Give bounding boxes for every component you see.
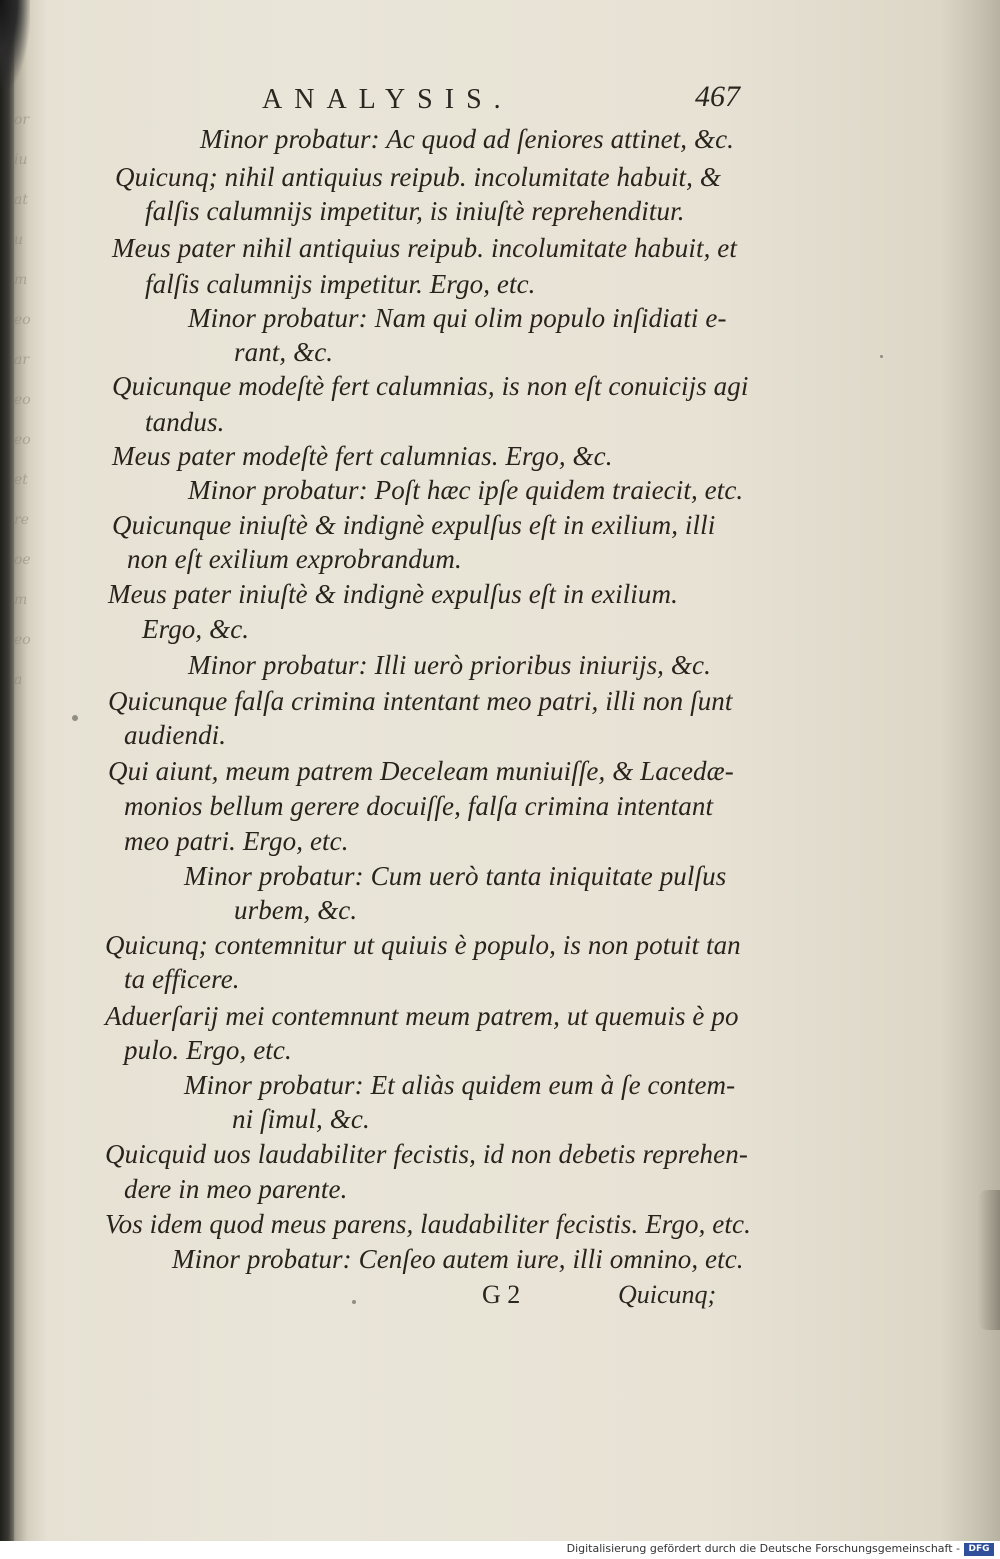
running-title: ANALYSIS. xyxy=(262,84,513,115)
text-line: Quicquid uos laudabiliter fecistis, id non debetis reprehen- xyxy=(105,1139,748,1169)
text-line: Meus pater modeſtè fert calumnias. Ergo, &c. xyxy=(112,441,613,471)
text-line: Minor probatur: Et aliàs quidem eum à ſe contem- xyxy=(184,1070,736,1100)
catchword: Quicunq; xyxy=(618,1280,717,1309)
text-line: Quicunq; nihil antiquius reipub. incolumitate habuit, & xyxy=(115,162,721,192)
text-line: pulo. Ergo, etc. xyxy=(124,1035,292,1065)
funding-credit: Digitalisierung gefördert durch die Deutsche Forschungsgemeinschaft - xyxy=(566,1542,960,1555)
text-line: Quicunque falſa crimina intentant meo patri, illi non ſunt xyxy=(108,686,733,716)
footer-bar xyxy=(0,1541,1000,1559)
text-line: Minor probatur: Nam qui olim populo inſidiati e- xyxy=(188,303,727,333)
text-line: meo patri. Ergo, etc. xyxy=(124,826,349,856)
text-line: Minor probatur: Cenſeo autem iure, illi omnino, etc. xyxy=(172,1244,744,1274)
text-line: falſis calumnijs impetitur, is iniuſtè reprehenditur. xyxy=(145,196,685,226)
text-line: Meus pater iniuſtè & indignè expulſus eſt in exilium. xyxy=(108,579,678,609)
text-line: Vos idem quod meus parens, laudabiliter fecistis. Ergo, etc. xyxy=(105,1209,751,1239)
book-spine xyxy=(0,0,14,1541)
paper-speck xyxy=(352,1300,356,1304)
text-line: Aduerſarij mei contemnunt meum patrem, ut quemuis è po xyxy=(105,1001,739,1031)
paper-speck xyxy=(880,355,883,358)
running-header xyxy=(250,80,740,124)
text-line: Quicunque iniuſtè & indignè expulſus eſt in exilium, illi xyxy=(112,510,716,540)
page-number: 467 xyxy=(695,80,740,113)
text-line: ni ſimul, &c. xyxy=(232,1104,370,1134)
text-line: Ergo, &c. xyxy=(142,614,250,644)
text-line: non eſt exilium exprobrandum. xyxy=(127,544,462,574)
text-line: Quicunq; contemnitur ut quiuis è populo, is non potuit tan xyxy=(105,930,741,960)
text-line: rant, &c. xyxy=(234,337,334,367)
text-line: urbem, &c. xyxy=(234,895,358,925)
text-line: Minor probatur: Cum uerò tanta iniquitate pulſus xyxy=(184,861,727,891)
text-line: falſis calumnijs impetitur. Ergo, etc. xyxy=(145,269,536,299)
text-line: ta efficere. xyxy=(124,964,240,994)
text-line: Minor probatur: Ac quod ad ſeniores attinet, &c. xyxy=(200,124,735,154)
dfg-logo: DFG xyxy=(964,1543,994,1556)
text-line: Qui aiunt, meum patrem Deceleam muniuiſſe, & Lacedæ- xyxy=(108,756,734,786)
text-line: monios bellum gerere docuiſſe, falſa crimina intentant xyxy=(124,791,714,821)
text-line: Meus pater nihil antiquius reipub. incolumitate habuit, et xyxy=(112,233,737,263)
text-line: audiendi. xyxy=(124,720,227,750)
facing-page-bleed: oriuatumeoareoeoetreoemeoa xyxy=(14,112,31,688)
text-line: Quicunque modeſtè fert calumnias, is non eſt conuicijs agi xyxy=(112,371,749,401)
signature-mark: G 2 xyxy=(482,1280,521,1309)
text-line: tandus. xyxy=(145,407,225,437)
text-line: dere in meo parente. xyxy=(124,1174,348,1204)
text-line: Minor probatur: Poſt hæc ipſe quidem traiecit, etc. xyxy=(188,475,744,505)
text-line: Minor probatur: Illi uerò prioribus iniurijs, &c. xyxy=(188,650,711,680)
page-curl-shadow xyxy=(0,0,30,90)
page-edge-shadow xyxy=(978,1190,1000,1330)
paper-speck xyxy=(72,715,78,721)
